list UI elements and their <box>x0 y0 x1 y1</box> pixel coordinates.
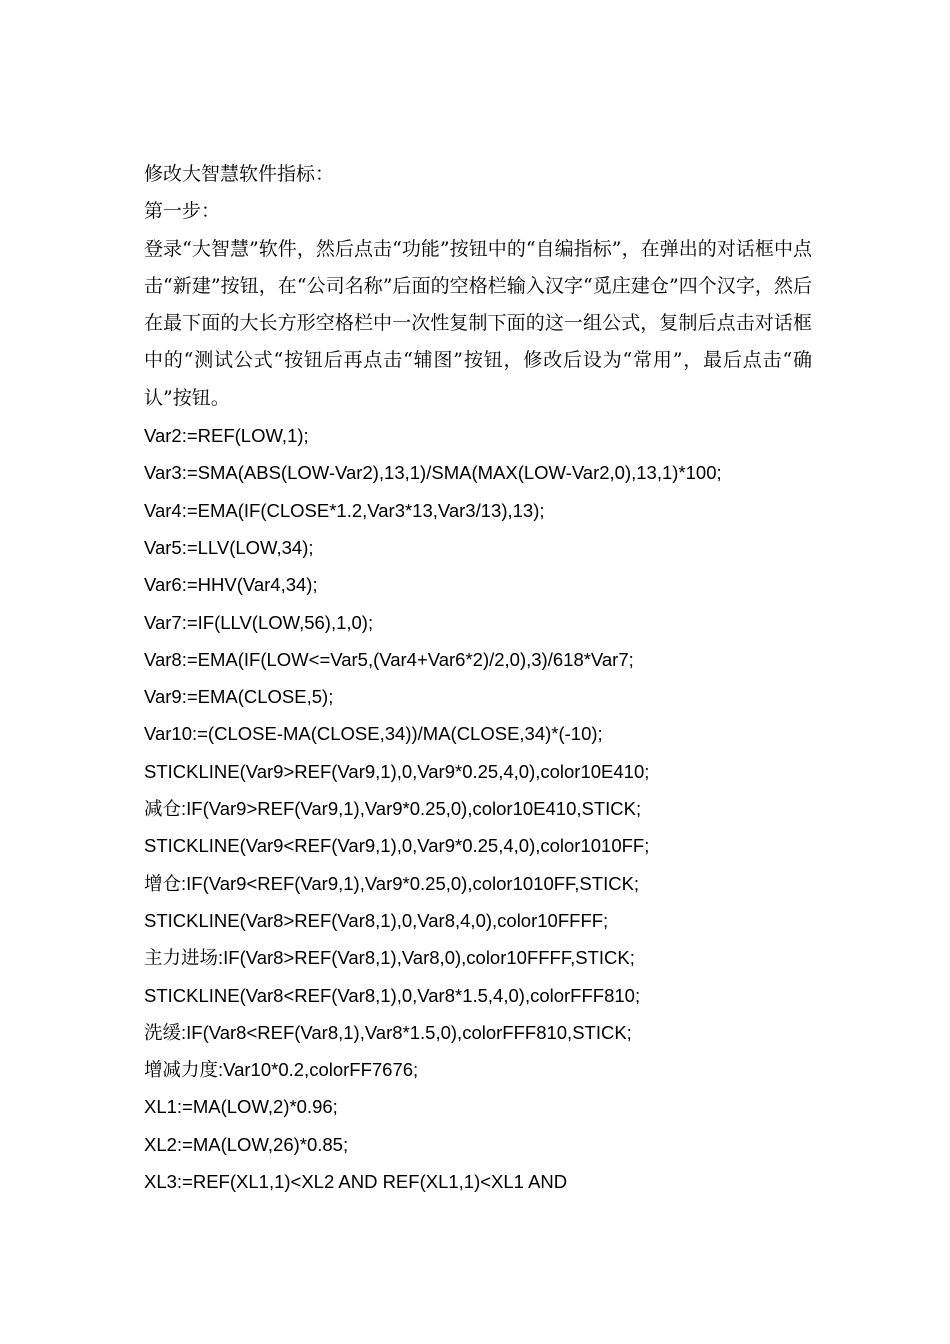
formula-line: 洗缓:IF(Var8<REF(Var8,1),Var8*1.5,0),colorFFF810,STICK; <box>144 1021 632 1043</box>
formula-line: 增仓:IF(Var9<REF(Var9,1),Var9*0.25,0),color1010FF,STICK; <box>144 872 640 894</box>
formula-line: Var4:=EMA(IF(CLOSE*1.2,Var3*13,Var3/13),13); <box>144 499 545 521</box>
formula-line: STICKLINE(Var8>REF(Var8,1),0,Var8,4,0),color10FFFF; <box>144 909 609 931</box>
formula-line: Var3:=SMA(ABS(LOW-Var2),13,1)/SMA(MAX(LOW-Var2,0),13,1)*100; <box>144 462 722 484</box>
formula-line: Var9:=EMA(CLOSE,5); <box>144 686 334 708</box>
formula-line: STICKLINE(Var8<REF(Var8,1),0,Var8*1.5,4,0),colorFFF810; <box>144 984 641 1006</box>
formula-line: XL1:=MA(LOW,2)*0.96; <box>144 1096 338 1118</box>
formula-line: 增减力度:Var10*0.2,colorFF7676; <box>144 1059 419 1081</box>
document-body <box>144 156 812 1200</box>
document-title: 修改大智慧软件指标： <box>144 163 335 185</box>
step-label: 第一步： <box>144 200 221 223</box>
formula-line: Var10:=(CLOSE-MA(CLOSE,34))/MA(CLOSE,34)*(-10); <box>144 723 603 745</box>
formula-line: XL3:=REF(XL1,1)<XL2 AND REF(XL1,1)<XL1 AND <box>144 1171 568 1193</box>
formula-line: 主力进场:IF(Var8>REF(Var8,1),Var8,0),color10FFFF,STICK; <box>144 947 635 969</box>
formula-line: 减仓:IF(Var9>REF(Var9,1),Var9*0.25,0),color10E410,STICK; <box>144 798 642 820</box>
formula-line: XL2:=MA(LOW,26)*0.85; <box>144 1133 349 1155</box>
formula-line: Var8:=EMA(IF(LOW<=Var5,(Var4+Var6*2)/2,0),3)/618*Var7; <box>144 648 634 670</box>
formula-line: STICKLINE(Var9>REF(Var9,1),0,Var9*0.25,4,0),color10E410; <box>144 760 650 782</box>
formula-line: Var7:=IF(LLV(LOW,56),1,0); <box>144 611 374 633</box>
instructions-paragraph: 登录“大智慧”软件，然后点击“功能”按钮中的“自编指标”，在弹出的对话框中点击“新建”按钮，在“公司名称”后面的空格栏输入汉字“觅庄建仓”四个汉字，然后在最下面的大长方形空格栏中一次性复制下面的这一组公式，复制后点击对话框中的“测试公式“按钮后再点击“辅图”按钮，修改后设为“常用”，最后点击“确认”按钮。 <box>144 237 812 409</box>
formula-line: Var5:=LLV(LOW,34); <box>144 536 314 558</box>
formula-line: Var2:=REF(LOW,1); <box>144 425 309 447</box>
formula-line: Var6:=HHV(Var4,34); <box>144 574 318 596</box>
formula-line: STICKLINE(Var9<REF(Var9,1),0,Var9*0.25,4,0),color1010FF; <box>144 835 650 857</box>
